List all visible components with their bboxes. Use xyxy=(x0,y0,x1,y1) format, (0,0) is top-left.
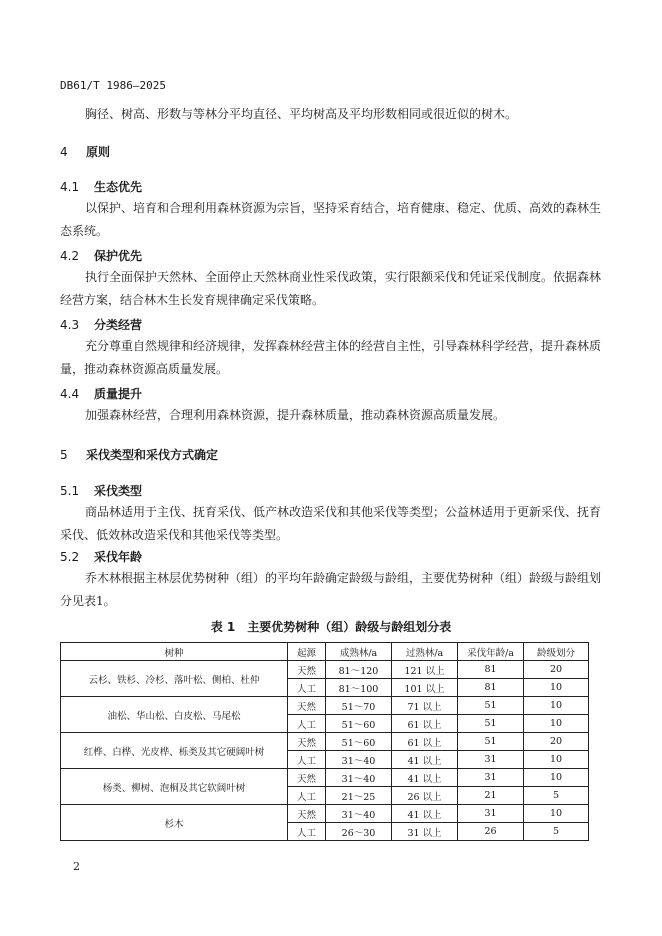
table-row: 人工 31～40 41 以上 31 10 xyxy=(61,751,589,769)
species-cell: 红桦、白桦、光皮桦、栎类及其它硬阔叶树 xyxy=(61,733,288,769)
table-row: 杨类、柳树、泡桐及其它软阔叶树 天然 31～40 41 以上 31 10 xyxy=(61,769,589,787)
page-number: 2 xyxy=(73,860,80,873)
paragraph-4-1: 以保护、培育和合理利用森林资源为宗旨，坚持采育结合，培育健康、稳定、优质、高效的森林生 态系统。 xyxy=(60,201,602,238)
heading-4: 4 原则 xyxy=(60,145,111,159)
age-class-table xyxy=(60,642,589,841)
table-row: 红桦、白桦、光皮桦、栎类及其它硬阔叶树 天然 51～60 61 以上 51 20 xyxy=(61,733,589,751)
species-cell: 杨类、柳树、泡桐及其它软阔叶树 xyxy=(61,769,288,805)
table-row: 人工 21～25 26 以上 21 5 xyxy=(61,787,589,805)
paragraph-5-2: 乔木林根据主林层优势树种（组）的平均年龄确定龄级与龄组，主要优势树种（组）龄级与龄组划 分见表1。 xyxy=(60,571,602,608)
heading-4-4: 4.4 质量提升 xyxy=(60,387,143,401)
table-row: 人工 81～100 101 以上 81 10 xyxy=(61,679,589,697)
col-harvest-age: 采伐年龄/a xyxy=(458,643,524,661)
paragraph-4-2: 执行全面保护天然林、全面停止天然林商业性采伐政策，实行限额采伐和凭证采伐制度。依据森林 经营方案，结合林木生长发育规律确定采伐策略。 xyxy=(60,270,602,307)
species-cell: 云杉、铁杉、冷杉、落叶松、侧柏、杜仲 xyxy=(61,661,288,697)
heading-5-2: 5.2 采伐年龄 xyxy=(60,550,143,564)
heading-4-1: 4.1 生态优先 xyxy=(60,180,143,194)
document-id: DB61/T 1986—2025 xyxy=(60,79,166,92)
col-age-class: 龄级划分 xyxy=(524,643,589,661)
table-row: 人工 26～30 31 以上 26 5 xyxy=(61,823,589,841)
species-cell: 油松、华山松、白皮松、马尾松 xyxy=(61,697,288,733)
heading-5-1: 5.1 采伐类型 xyxy=(60,484,143,498)
col-origin: 起源 xyxy=(288,643,326,661)
table-caption: 表 1 主要优势树种（组）龄级与龄组划分表 xyxy=(210,620,452,634)
col-mature: 成熟林/a xyxy=(326,643,392,661)
heading-4-3: 4.3 分类经营 xyxy=(60,318,143,332)
heading-4-2: 4.2 保护优先 xyxy=(60,249,143,263)
table-row: 人工 51～60 61 以上 51 10 xyxy=(61,715,589,733)
table-row: 油松、华山松、白皮松、马尾松 天然 51～70 71 以上 51 10 xyxy=(61,697,589,715)
table-row: 杉木 天然 31～40 41 以上 31 10 xyxy=(61,805,589,823)
paragraph-4-4: 加强森林经营，合理利用森林资源，提升森林质量，推动森林资源高质量发展。 xyxy=(85,408,506,422)
col-species: 树种 xyxy=(61,643,288,661)
heading-5: 5 采伐类型和采伐方式确定 xyxy=(60,448,219,462)
col-overmature: 过熟林/a xyxy=(392,643,458,661)
table-header-row xyxy=(61,643,589,661)
paragraph-4-3: 充分尊重自然规律和经济规律，发挥森林经营主体的经营自主性，引导森林科学经营，提升森林质 量，推动森林资源高质量发展。 xyxy=(60,339,602,376)
paragraph-definition: 胸径、树高、形数与等林分平均直径、平均树高及平均形数相同或很近似的树木。 xyxy=(85,107,518,121)
table-row: 云杉、铁杉、冷杉、落叶松、侧柏、杜仲 天然 81～120 121 以上 81 20 xyxy=(61,661,589,679)
species-cell: 杉木 xyxy=(61,805,288,841)
paragraph-5-1: 商品林适用于主伐、抚育采伐、低产林改造采伐和其他采伐等类型；公益林适用于更新采伐、抚育 采伐、低效林改造采伐和其他采伐等类型。 xyxy=(60,505,602,542)
